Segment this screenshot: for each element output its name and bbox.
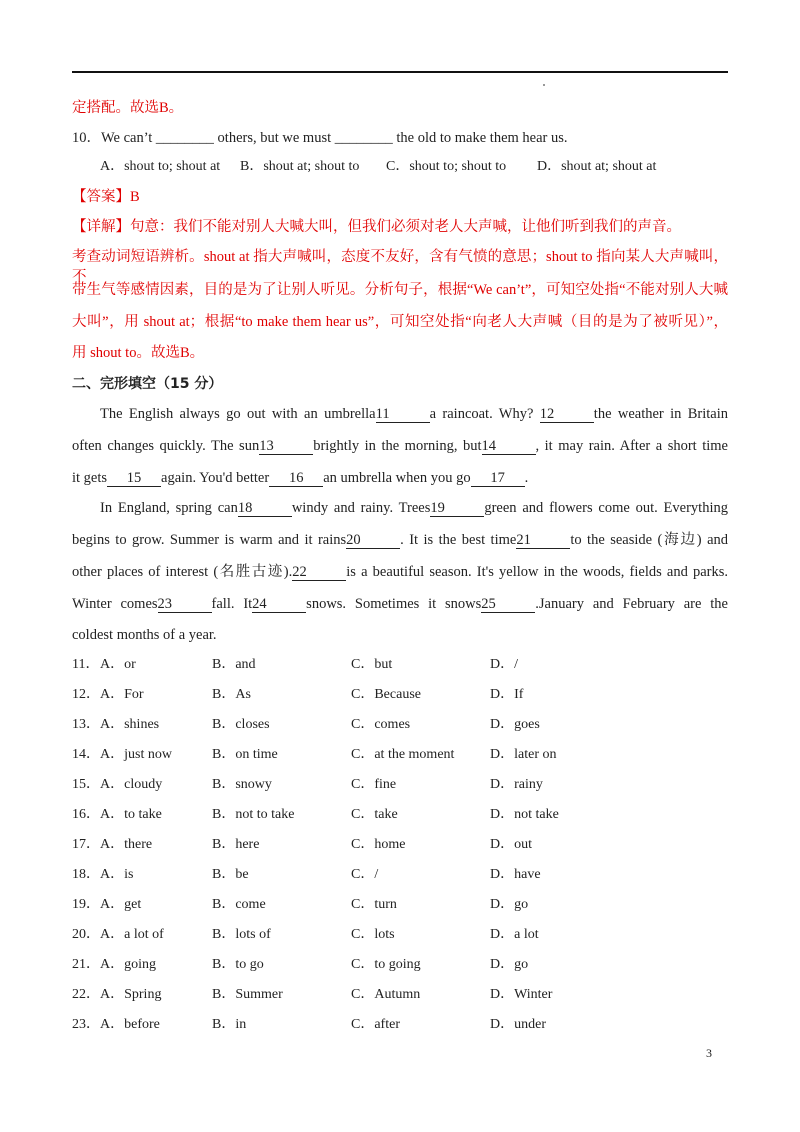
question-number: 22． — [72, 987, 100, 1002]
blank-16: 16 — [269, 470, 323, 487]
passage-text: In England, spring can — [100, 500, 238, 516]
blank-24: 24 — [252, 596, 306, 613]
q10-answer: 【答案】B — [72, 189, 140, 205]
q10-stem: 10．We can’t ________ others, but we must ________ the old to make them hear us. — [72, 130, 568, 146]
question-number: 23． — [72, 1017, 100, 1032]
blank-25: 25 — [481, 596, 535, 613]
question-number: 15． — [72, 777, 100, 792]
passage-line-6 — [72, 562, 728, 582]
passage-text: fall. It — [211, 596, 253, 612]
blank-22: 22 — [292, 564, 346, 581]
option-a: A．just now — [100, 747, 172, 762]
passage-line-1 — [100, 404, 728, 424]
q10-option-d: D．shout at; shout at — [537, 159, 657, 174]
option-c: C．turn — [351, 897, 397, 912]
option-b: B．to go — [212, 957, 264, 972]
option-b: B．Summer — [212, 987, 283, 1002]
blank-23: 23 — [158, 596, 212, 613]
page-number: 3 — [706, 1046, 712, 1060]
blank-13: 13 — [259, 438, 313, 455]
question-number: 16． — [72, 807, 100, 822]
prev-explanation-tail: 定搭配。故选B。 — [72, 100, 184, 116]
passage-text: an umbrella when you go — [323, 470, 471, 486]
option-c: C．to going — [351, 957, 421, 972]
option-a: A．shines — [100, 717, 160, 732]
blank-20: 20 — [346, 532, 400, 549]
q10-detail-line-3: 带生气等感情因素，目的是为了让别人听见。分析句子，根据“We can’t”，可知空处指“不能对别人大喊 — [72, 282, 728, 298]
passage-text: green and flowers come out. Everything — [484, 500, 728, 516]
option-b: B．on time — [212, 747, 278, 762]
option-b: B．be — [212, 867, 249, 882]
passage-text: .January and February are the — [535, 596, 728, 612]
question-number: 19． — [72, 897, 100, 912]
option-a: A．Spring — [100, 987, 162, 1002]
option-d: D．not take — [490, 807, 559, 822]
option-d: D．goes — [490, 717, 540, 732]
option-b: B．here — [212, 837, 260, 852]
option-a: A．cloudy — [100, 777, 163, 792]
option-b: B．As — [212, 687, 251, 702]
passage-text: to the seaside (海边) and — [570, 532, 728, 548]
option-b: B．snowy — [212, 777, 272, 792]
option-b: B．lots of — [212, 927, 271, 942]
passage-text: snows. Sometimes it snows — [306, 596, 482, 612]
passage-line-5 — [72, 530, 728, 550]
blank-11: 11 — [376, 406, 430, 423]
question-number: 13． — [72, 717, 100, 732]
option-d: D．later on — [490, 747, 557, 762]
option-d: D．have — [490, 867, 541, 882]
option-c: C．at the moment — [351, 747, 455, 762]
option-d: D．go — [490, 897, 529, 912]
section-title-cloze: 二、完形填空（15 分） — [72, 376, 223, 392]
option-a: A．For — [100, 687, 144, 702]
option-a: A．there — [100, 837, 153, 852]
option-c: C．but — [351, 657, 393, 672]
passage-text: brightly in the morning, but — [313, 438, 482, 454]
q10-option-b: B．shout at; shout to — [240, 159, 360, 174]
question-number: 21． — [72, 957, 100, 972]
passage-text: begins to grow. Summer is warm and it rains — [72, 532, 347, 548]
passage-text: The English always go out with an umbrella — [100, 406, 376, 422]
passage-text: again. You'd better — [161, 470, 270, 486]
passage-line-7 — [72, 594, 728, 614]
passage-line-3 — [72, 468, 528, 488]
passage-text: it gets — [72, 470, 108, 486]
option-c: C．/ — [351, 867, 379, 882]
blank-18: 18 — [238, 500, 292, 517]
option-a: A．or — [100, 657, 136, 672]
q10-option-a: A．shout to; shout at — [100, 159, 221, 174]
question-number: 11． — [72, 657, 100, 672]
option-d: D．under — [490, 1017, 546, 1032]
option-c: C．Autumn — [351, 987, 421, 1002]
question-number: 17． — [72, 837, 100, 852]
option-a: A．before — [100, 1017, 160, 1032]
option-b: B．come — [212, 897, 266, 912]
passage-line-4 — [100, 498, 728, 518]
option-d: D．a lot — [490, 927, 539, 942]
question-number: 20． — [72, 927, 100, 942]
blank-15: 15 — [107, 470, 161, 487]
option-c: C．home — [351, 837, 406, 852]
passage-text: . It is the best time — [400, 532, 517, 548]
option-c: C．fine — [351, 777, 397, 792]
question-number: 12． — [72, 687, 100, 702]
q10-detail-line-5: 用 shout to。故选B。 — [72, 345, 205, 361]
blank-21: 21 — [516, 532, 570, 549]
passage-text: the weather in Britain — [593, 406, 729, 422]
option-c: C．comes — [351, 717, 411, 732]
blank-17: 17 — [471, 470, 525, 487]
option-b: B．in — [212, 1017, 247, 1032]
option-d: D．out — [490, 837, 532, 852]
option-a: A．a lot of — [100, 927, 164, 942]
blank-19: 19 — [430, 500, 484, 517]
option-b: B．closes — [212, 717, 270, 732]
passage-text: Winter comes — [72, 596, 158, 612]
option-c: C．Because — [351, 687, 421, 702]
passage-text: often changes quickly. The sun — [72, 438, 260, 454]
header-rule — [72, 71, 728, 73]
q10-detail-line-4: 大叫”，用 shout at；根据“to make them hear us”，可知空处指“向老人大声喊（目的是为了被听见）”， — [72, 314, 728, 330]
option-d: D．rainy — [490, 777, 543, 792]
q10-detail-line-2: 考查动词短语辨析。shout at 指大声喊叫，态度不友好，含有气愤的意思；shout to 指向某人大声喊叫，不 — [72, 249, 728, 285]
option-a: A．going — [100, 957, 156, 972]
question-number: 18． — [72, 867, 100, 882]
passage-text: , it may rain. After a short time — [535, 438, 728, 454]
passage-text: windy and rainy. Trees — [291, 500, 431, 516]
passage-text: . — [524, 470, 529, 486]
q10-option-c: C．shout to; shout to — [386, 159, 507, 174]
header-dot — [543, 84, 545, 86]
option-b: B．and — [212, 657, 256, 672]
passage-line-2 — [72, 436, 728, 456]
question-number: 14． — [72, 747, 100, 762]
option-d: D．/ — [490, 657, 518, 672]
passage-line-8: coldest months of a year. — [72, 627, 217, 643]
passage-text: other places of interest (名胜古迹). — [72, 564, 293, 580]
option-c: C．after — [351, 1017, 400, 1032]
blank-14: 14 — [482, 438, 536, 455]
option-d: D．go — [490, 957, 529, 972]
option-c: C．lots — [351, 927, 395, 942]
passage-text: is a beautiful season. It's yellow in the woods, fields and parks. — [346, 564, 729, 580]
option-a: A．get — [100, 897, 142, 912]
blank-12: 12 — [540, 406, 594, 423]
option-d: D．Winter — [490, 987, 553, 1002]
q10-detail-line-1: 【详解】句意：我们不能对别人大喊大叫，但我们必须对老人大声喊，让他们听到我们的声音。 — [72, 219, 681, 235]
option-a: A．to take — [100, 807, 162, 822]
option-b: B．not to take — [212, 807, 295, 822]
option-a: A．is — [100, 867, 134, 882]
option-c: C．take — [351, 807, 398, 822]
option-d: D．If — [490, 687, 524, 702]
passage-text: a raincoat. Why? — [429, 406, 534, 422]
